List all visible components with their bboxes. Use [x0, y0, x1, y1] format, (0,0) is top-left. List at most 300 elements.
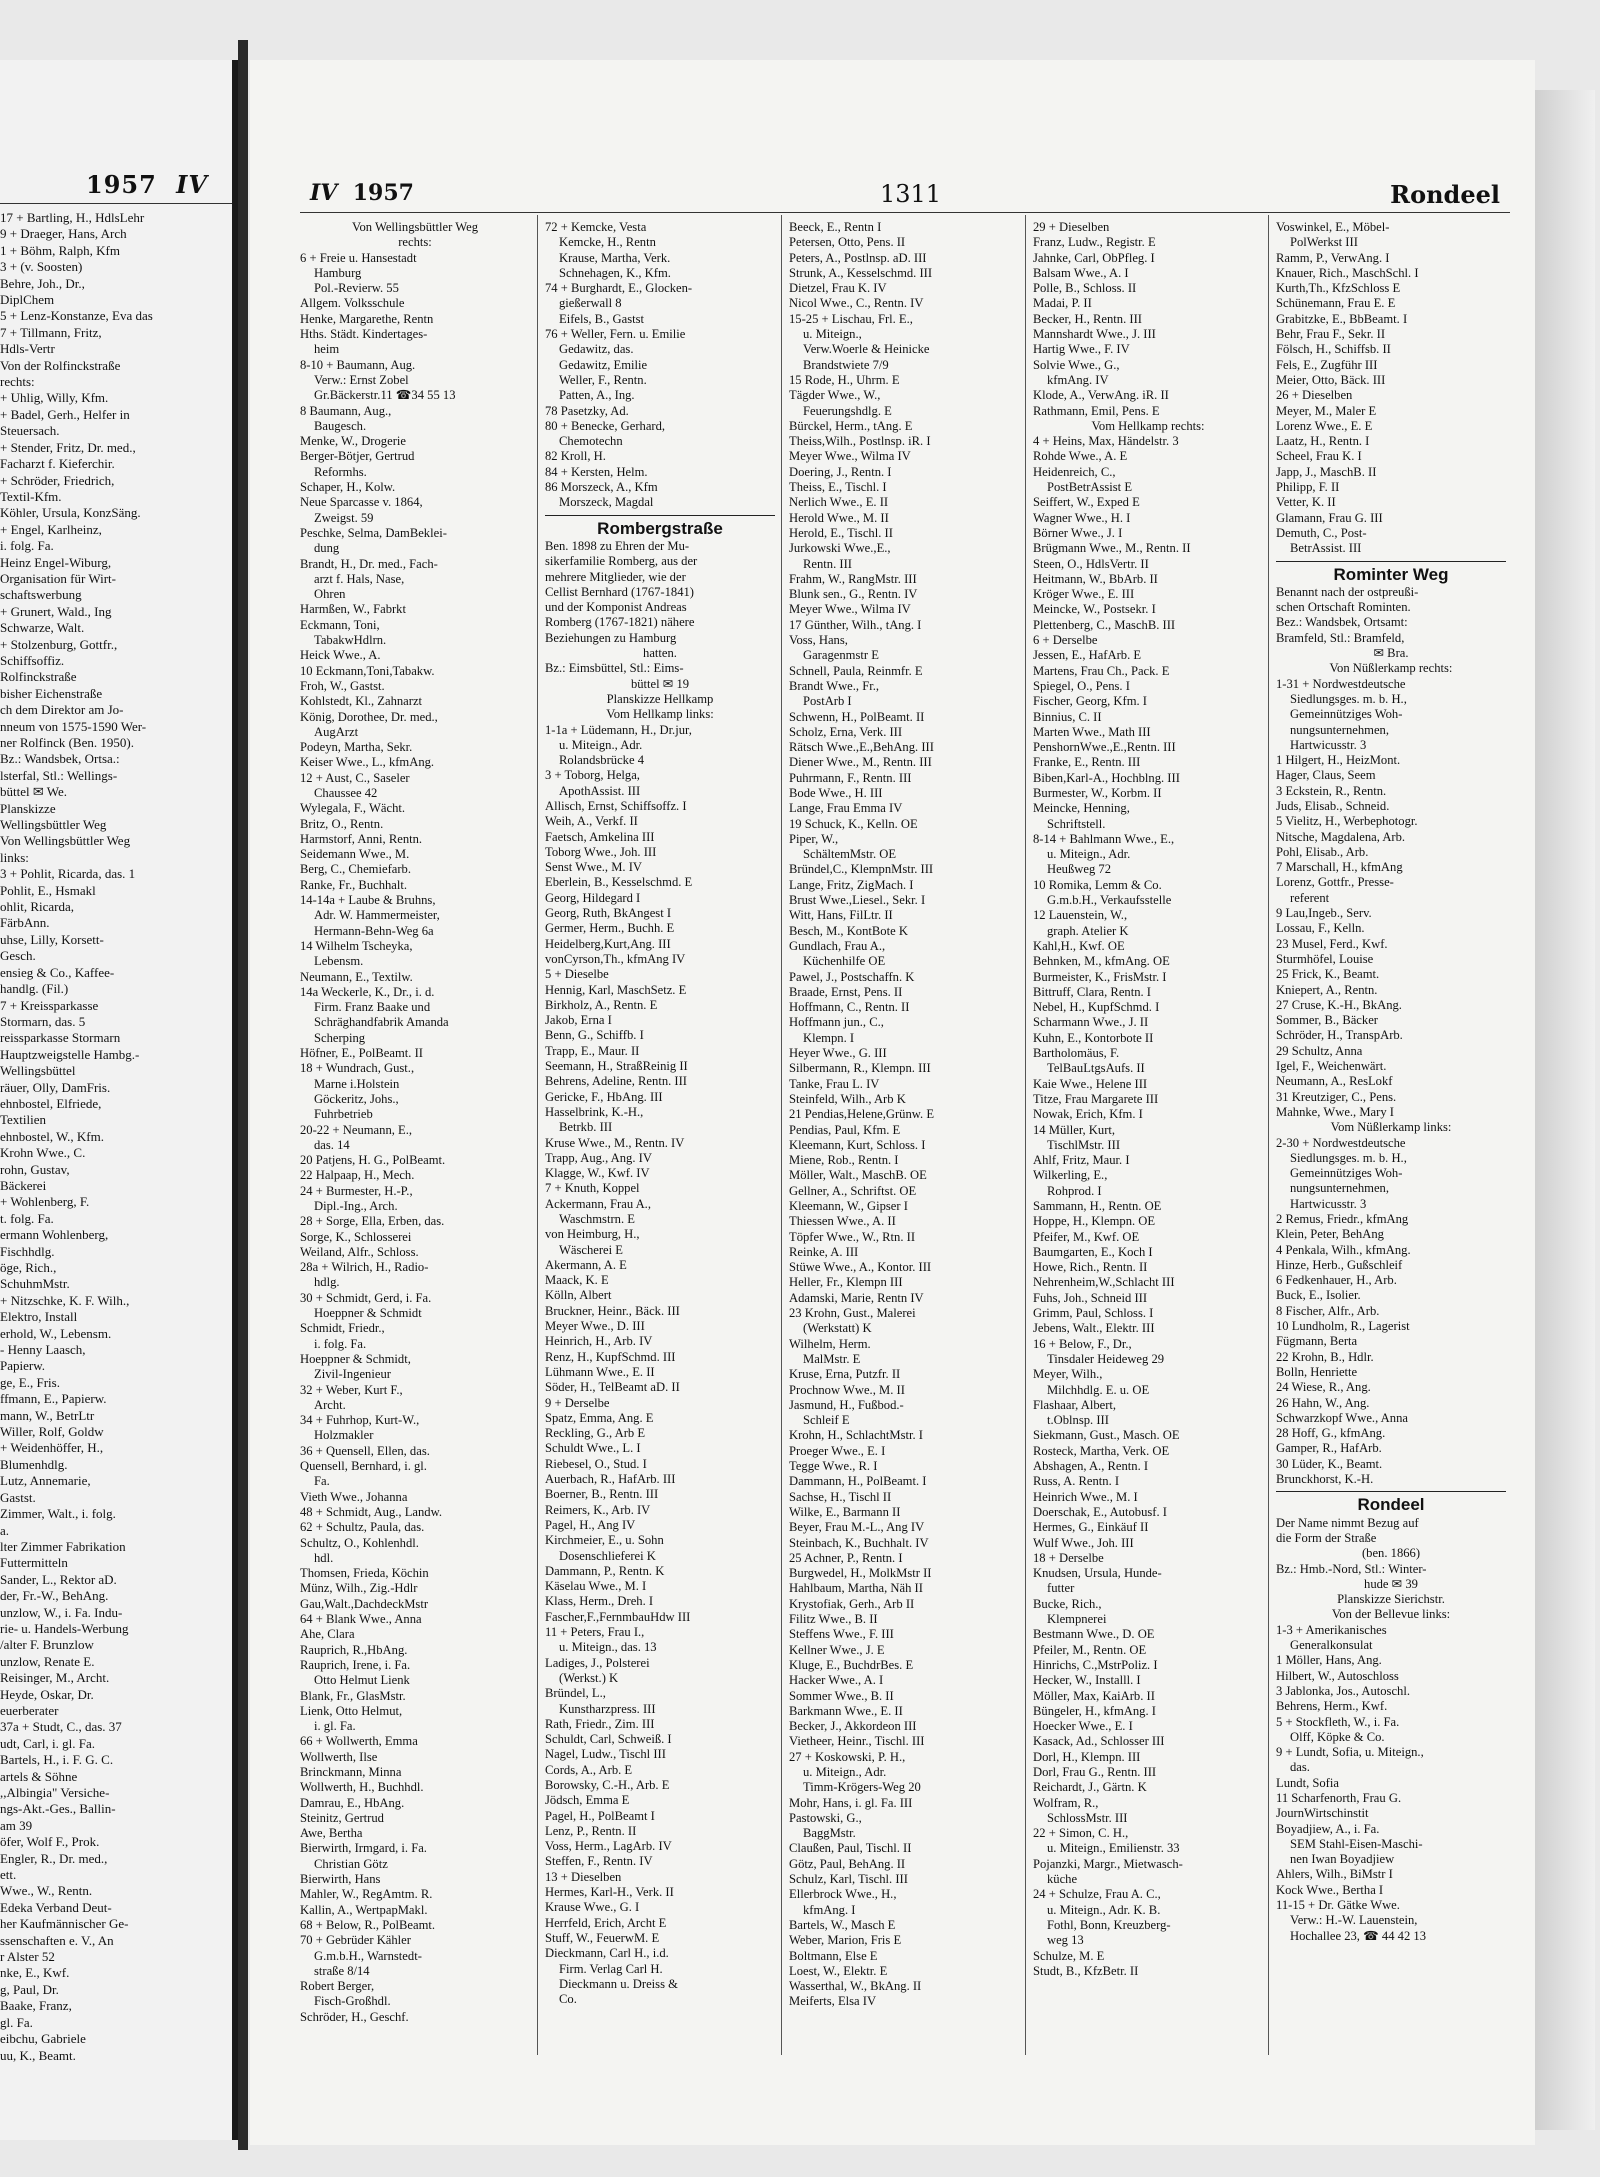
directory-entry: BaggMstr. — [803, 1826, 856, 1841]
left-page-line: Textilien — [0, 1112, 47, 1128]
directory-entry: Sommer Wwe., B. II — [789, 1688, 894, 1703]
directory-entry: 8-14 + Bahlmann Wwe., E., — [1033, 831, 1175, 846]
left-page-line: 37a + Studt, C., das. 37 — [0, 1719, 122, 1735]
left-page-line: Behre, Joh., Dr., — [0, 275, 85, 291]
directory-entry: Allgem. Volksschule — [300, 296, 405, 311]
left-header-year: 1957 — [86, 170, 157, 199]
directory-entry: Söder, H., TelBeamt aD. II — [545, 1380, 680, 1395]
left-page-line: + Engel, Karlheinz, — [0, 521, 102, 537]
directory-entry: Siedlungsges. m. b. H., — [1290, 691, 1407, 706]
directory-entry: Rohprod. I — [1047, 1183, 1102, 1198]
left-page-line: nneum von 1575-1590 Wer- — [0, 718, 147, 734]
directory-entry: Vom Nüßlerkamp links: — [1330, 1120, 1452, 1135]
directory-entry: Bartels, W., Masch E — [789, 1917, 896, 1932]
directory-entry: Peters, A., Postlnsp. aD. III — [789, 250, 927, 265]
directory-entry: Flashaar, Albert, — [1033, 1397, 1117, 1412]
directory-entry: Schröder, H., Geschf. — [300, 2009, 409, 2024]
left-page-line: ett. — [0, 1867, 17, 1883]
directory-entry: büttel ✉ 19 — [630, 676, 690, 691]
column-divider — [537, 215, 538, 2055]
directory-entry: Spiegel, O., Pens. I — [1033, 678, 1130, 693]
directory-entry: 2-30 + Nordwestdeutsche — [1276, 1135, 1406, 1150]
directory-entry: Dieckmann u. Dreiss & — [559, 1976, 678, 1991]
directory-entry: Bz.: Eimsbüttel, Stl.: Eims- — [545, 661, 684, 676]
directory-entry: Olff, Köpke & Co. — [1290, 1729, 1385, 1744]
directory-entry: Weller, F., Rentn. — [559, 372, 647, 387]
directory-entry: Hager, Claus, Seem — [1276, 768, 1376, 783]
directory-entry: Weih, A., Verkf. II — [545, 814, 638, 829]
directory-entry: Kluge, E., BuchdrBes. E — [789, 1657, 914, 1672]
left-page-line: schaftswerbung — [0, 587, 82, 603]
directory-entry: Krohn, H., SchlachtMstr. I — [789, 1428, 923, 1443]
directory-entry: Bucke, Rich., — [1033, 1596, 1102, 1611]
left-page-line: Baake, Franz, — [0, 1998, 72, 2014]
directory-entry: Rentn. III — [803, 556, 852, 571]
directory-entry: 82 Kroll, H. — [545, 449, 606, 464]
directory-entry: futter — [1047, 1581, 1075, 1596]
directory-entry: Heick Wwe., A. — [300, 648, 381, 663]
directory-entry: Küchenhilfe OE — [803, 954, 886, 969]
directory-entry: 1-31 + Nordwestdeutsche — [1276, 676, 1406, 691]
directory-entry: Betrkb. III — [559, 1120, 613, 1135]
directory-entry: 1 Möller, Hans, Ang. — [1276, 1653, 1382, 1668]
directory-entry: Biben,Karl-A., Hochblng. III — [1033, 770, 1180, 785]
directory-entry: Titze, Frau Margarete III — [1033, 1091, 1159, 1106]
left-page-line: + Weidenhöffer, H., — [0, 1440, 104, 1456]
left-page-line: Wellingsbüttel — [0, 1063, 76, 1079]
left-page-line: ner Rolfinck (Ben. 1950). — [0, 735, 134, 750]
directory-entry: G.m.b.H., Verkaufsstelle — [1047, 893, 1172, 908]
directory-entry: 24 + Schulze, Frau A. C., — [1033, 1887, 1161, 1902]
directory-entry: Juds, Elisab., Schneid. — [1276, 798, 1390, 813]
directory-entry: Kemcke, H., Rentn — [559, 235, 656, 250]
directory-entry: Dammann, P., Rentn. K — [545, 1563, 665, 1578]
directory-entry: Vom Hellkamp rechts: — [1091, 418, 1205, 433]
directory-entry: Gamper, R., HafArb. — [1276, 1441, 1382, 1456]
directory-entry: Scholz, Erna, Verk. III — [789, 724, 903, 739]
directory-entry: 5 + Stockfleth, W., i. Fa. — [1276, 1714, 1400, 1729]
column-divider — [1268, 215, 1269, 2055]
left-page-line: udt, Carl, i. gl. Fa. — [0, 1735, 95, 1751]
left-page-line: Rolfinckstraße — [0, 669, 77, 685]
directory-entry: referent — [1290, 890, 1330, 905]
directory-entry: 23 Krohn, Gust., Malerei — [789, 1306, 916, 1321]
directory-entry: Sammann, H., Rentn. OE — [1033, 1199, 1162, 1213]
directory-entry: Adamski, Marie, Rentn IV — [789, 1290, 924, 1305]
directory-entry: gießerwall 8 — [559, 296, 622, 311]
directory-entry: BetrAssist. III — [1290, 541, 1362, 556]
directory-entry: Heinrich Wwe., M. I — [1033, 1489, 1138, 1504]
directory-entry: heim — [314, 342, 340, 357]
directory-entry: Rath, Friedr., Zim. III — [545, 1716, 655, 1731]
directory-entry: Lorenz Wwe., E. E — [1276, 418, 1373, 433]
directory-entry: Schriftstell. — [1047, 816, 1106, 831]
directory-entry: Plettenberg, C., MaschB. III — [1033, 617, 1176, 632]
left-page-line: Facharzt f. Kieferchir. — [0, 456, 115, 472]
directory-entry: Frahm, W., RangMstr. III — [789, 571, 917, 586]
directory-entry: Jebens, Walt., Elektr. III — [1033, 1321, 1155, 1336]
directory-entry: u. Miteign., Adr. — [559, 737, 643, 752]
left-page-line: mann, W., BetrLtr — [0, 1407, 95, 1423]
directory-entry: Schnell, Paula, Reinmfr. E — [789, 663, 923, 678]
directory-entry: Schnehagen, K., Kfm. — [559, 265, 671, 280]
directory-entry: Gau,Walt.,DachdeckMstr — [300, 1596, 429, 1611]
directory-entry: Froh, W., Gastst. — [300, 678, 385, 693]
left-page-line: ch dem Direktor am Jo- — [0, 702, 124, 718]
directory-entry: Blank, Fr., GlasMstr. — [300, 1688, 406, 1703]
directory-entry: (Werkstatt) K — [803, 1321, 872, 1336]
directory-entry: Mohr, Hans, i. gl. Fa. III — [789, 1795, 913, 1810]
directory-entry: dung — [314, 541, 340, 556]
directory-entry: 22 Krohn, B., Hdlr. — [1276, 1349, 1374, 1364]
directory-entry: 25 Frick, K., Beamt. — [1276, 967, 1380, 982]
directory-entry: TabakwHdlrn. — [314, 633, 387, 648]
directory-entry: Steinbach, K., Buchhalt. IV — [789, 1535, 929, 1550]
directory-entry: SEM Stahl-Eisen-Maschi- — [1290, 1836, 1423, 1851]
directory-entry: Wylegala, F., Wächt. — [300, 801, 406, 816]
left-page-line: Futtermitteln — [0, 1555, 68, 1571]
directory-entry: Schuldt Wwe., L. I — [545, 1441, 641, 1456]
left-page-line: DiplChem — [0, 292, 55, 308]
directory-entry: Voss, Herm., LagArb. IV — [545, 1839, 672, 1854]
directory-entry: 12 + Aust, C., Saseler — [300, 770, 410, 785]
directory-entry: 1 Hilgert, H., HeizMont. — [1276, 753, 1401, 768]
directory-entry: 10 Romika, Lemm & Co. — [1033, 877, 1162, 892]
left-header-vol: IV — [176, 170, 209, 199]
directory-entry: Feuerungshdlg. E — [803, 403, 892, 418]
page-number: 1311 — [880, 180, 942, 208]
directory-entry: Patten, A., Ing. — [559, 388, 635, 403]
directory-entry: Meyer Wwe., D. III — [545, 1319, 645, 1334]
directory-entry: Meyer Wwe., Wilma IV — [789, 449, 911, 464]
directory-entry: 27 + Koskowski, P. H., — [789, 1749, 906, 1764]
left-page-line: lsterfal, Stl.: Wellings- — [0, 767, 118, 783]
directory-entry: Tägder Wwe., W., — [789, 388, 881, 403]
directory-entry: 10 Lundholm, R., Lagerist — [1276, 1319, 1410, 1334]
directory-entry: 3 Eckstein, R., Rentn. — [1276, 783, 1387, 798]
directory-entry: sikerfamilie Romberg, aus der — [545, 554, 698, 569]
directory-entry: Generalkonsulat — [1290, 1638, 1373, 1653]
directory-entry: Gemeinnütziges Woh- — [1290, 707, 1403, 722]
directory-entry: Polle, B., Schloss. II — [1033, 281, 1137, 296]
directory-entry: 10 Eckmann,Toni,Tabakw. — [300, 663, 435, 678]
directory-entry: SchältemMstr. OE — [803, 847, 897, 862]
directory-entry: Pohl, Elisab., Arb. — [1276, 844, 1369, 859]
directory-entry: Nehrenheim,W.,Schlacht III — [1033, 1275, 1175, 1290]
left-page-line: unzlow, Renate E. — [0, 1653, 95, 1669]
directory-entry: Krause, Martha, Verk. — [559, 250, 671, 265]
directory-entry: Planskizze Sierichstr. — [1337, 1592, 1445, 1607]
left-page-line: her Kaufmännischer Ge- — [0, 1916, 129, 1932]
directory-column-3 — [789, 220, 1019, 2010]
left-page-line: Bz.: Wandsbek, Ortsa.: — [0, 751, 120, 767]
directory-entry: Hoffmann jun., C., — [789, 1015, 884, 1030]
directory-entry: Heyer Wwe., G. III — [789, 1046, 887, 1061]
left-page-column — [0, 210, 230, 2064]
directory-entry: 5 Vielitz, H., Werbephotogr. — [1276, 814, 1418, 829]
left-page-line: + Badel, Gerh., Helfer in — [0, 406, 130, 422]
directory-entry: 15-25 + Lischau, Frl. E., — [789, 311, 913, 326]
directory-entry: 3 + Toborg, Helga, — [545, 768, 640, 783]
directory-entry: 20 Patjens, H. G., PolBeamt. — [300, 1153, 446, 1168]
directory-entry: Seiffert, W., Exped E — [1033, 495, 1140, 510]
directory-entry: Stüwe Wwe., A., Kontor. III — [789, 1260, 932, 1275]
directory-entry: mehrere Mitglieder, wie der — [545, 569, 686, 584]
directory-entry: Trapp, Aug., Ang. IV — [545, 1150, 652, 1165]
left-page-line: uhse, Lilly, Korsett- — [0, 931, 104, 947]
directory-entry: Hecker, W., Installl. I — [1033, 1673, 1141, 1688]
directory-entry: Scharmann Wwe., J. II — [1033, 1015, 1149, 1030]
directory-entry: Voswinkel, E., Möbel- — [1276, 220, 1390, 234]
directory-entry: 64 + Blank Wwe., Anna — [300, 1612, 422, 1627]
directory-entry: das. 14 — [314, 1137, 350, 1152]
directory-entry: 84 + Kersten, Helm. — [545, 464, 648, 479]
left-page-line: Heinz Engel-Wiburg, — [0, 554, 112, 570]
directory-entry: Marten Wwe., Math III — [1033, 724, 1151, 739]
directory-entry: Auerbach, R., HafArb. III — [545, 1472, 676, 1487]
directory-entry: Baugesch. — [314, 418, 367, 433]
directory-entry: Harmßen, W., Fabrkt — [300, 602, 406, 617]
directory-entry: Meier, Otto, Bäck. III — [1276, 372, 1386, 387]
directory-entry: Schultz, O., Kohlenhdl. — [300, 1535, 419, 1550]
left-page-line: unzlow, W., i. Fa. Indu- — [0, 1604, 123, 1620]
left-page-line: Steuersach. — [0, 423, 60, 439]
directory-entry: Pagel, H., PolBeamt I — [545, 1808, 655, 1823]
directory-entry: kfmAng. I — [803, 1902, 856, 1917]
directory-entry: 9 + Lundt, Sofia, u. Miteign., — [1276, 1745, 1424, 1760]
directory-entry: Herold, E., Tischl. II — [789, 525, 893, 540]
directory-entry: i. gl. Fa. — [314, 1719, 356, 1734]
directory-entry: Eckmann, Toni, — [300, 617, 380, 632]
directory-entry: Dorl, H., Klempn. III — [1033, 1749, 1141, 1764]
directory-entry: Laatz, H., Rentn. I — [1276, 434, 1370, 449]
left-page-line: 5 + Lenz-Konstanze, Eva das — [0, 308, 153, 324]
directory-entry: Beyer, Frau M.-L., Ang IV — [789, 1520, 925, 1535]
directory-entry: Trapp, E., Maur. II — [545, 1043, 640, 1058]
directory-entry: Schulze, M. E — [1033, 1948, 1105, 1963]
directory-entry: Nicol Wwe., C., Rentn. IV — [789, 296, 924, 311]
directory-entry: Fothl, Bonn, Kreuzberg- — [1047, 1917, 1171, 1932]
left-page-line: Stormarn, das. 5 — [0, 1013, 86, 1029]
directory-entry: 17 Günther, Wilh., tAng. I — [789, 617, 922, 632]
left-page-line: ermann Wohlenberg, — [0, 1227, 109, 1243]
directory-entry: Hartig Wwe., F. IV — [1033, 342, 1130, 357]
directory-entry: Bz.: Hmb.-Nord, Stl.: Winter- — [1276, 1561, 1427, 1576]
directory-entry: Steen, O., HdlsVertr. II — [1033, 556, 1149, 571]
directory-entry: Ahlers, Wilh., BiMstr I — [1276, 1867, 1393, 1882]
left-page-line: euerberater — [0, 1702, 59, 1718]
directory-entry: Hoeppner & Schmidt — [314, 1306, 422, 1321]
directory-entry: Steffen, F., Rentn. IV — [545, 1854, 653, 1869]
directory-entry: Schulz, Karl, Tischl. III — [789, 1872, 908, 1887]
directory-entry: TelBauLtgsAufs. II — [1047, 1061, 1145, 1076]
directory-entry: Georg, Hildegard I — [545, 890, 641, 905]
directory-entry: das. — [1290, 1760, 1310, 1775]
directory-entry: 62 + Schultz, Paula, das. — [300, 1520, 425, 1535]
directory-entry: Thiessen Wwe., A. II — [789, 1214, 896, 1229]
left-page-line: Elektro, Install — [0, 1309, 78, 1325]
directory-entry: Schröder, H., TranspArb. — [1276, 1028, 1403, 1043]
directory-entry: Stuff, W., FeuerwM. E — [545, 1930, 660, 1945]
directory-entry: Lienk, Otto Helmut, — [300, 1703, 403, 1718]
left-page-line: ehnbostel, W., Kfm. — [0, 1128, 104, 1144]
directory-entry: Ackermann, Frau A., — [545, 1196, 651, 1211]
directory-entry: 8-10 + Baumann, Aug. — [300, 357, 416, 372]
directory-entry: Reformhs. — [314, 464, 367, 479]
directory-entry: Heinrich, H., Arb. IV — [545, 1334, 653, 1349]
directory-entry: 4 Penkala, Wilh., kfmAng. — [1276, 1242, 1411, 1257]
directory-entry: 26 Hahn, W., Ang. — [1276, 1395, 1370, 1410]
directory-entry: Bode Wwe., H. III — [789, 785, 883, 800]
directory-entry: Weiland, Alfr., Schloss. — [300, 1244, 419, 1259]
left-page-line: Heyde, Oskar, Dr. — [0, 1686, 94, 1702]
directory-entry: 66 + Wollwerth, Emma — [300, 1734, 418, 1749]
directory-entry: Heidenreich, C., — [1033, 464, 1116, 479]
left-page-line: ge, E., Fris. — [0, 1374, 60, 1390]
directory-entry: Grabitzke, E., BbBeamt. I — [1276, 311, 1408, 326]
directory-entry: Thomsen, Frieda, Köchin — [300, 1566, 429, 1581]
directory-entry: Igel, F., Weichenwärt. — [1276, 1059, 1387, 1074]
left-page-line: Von der Rolfinckstraße — [0, 357, 121, 373]
left-page-line: Blumenhdlg. — [0, 1456, 68, 1472]
directory-entry: Lenz, P., Rentn. II — [545, 1823, 637, 1838]
directory-entry: Zweigst. 59 — [314, 510, 374, 525]
left-page-line: 3 + Pohlit, Ricarda, das. 1 — [0, 866, 136, 882]
directory-entry: Firm. Franz Baake und — [314, 1000, 431, 1015]
directory-entry: Firm. Verlag Carl H. — [559, 1961, 663, 1976]
directory-entry: Ahe, Clara — [300, 1627, 355, 1642]
directory-entry: 31 Kreutziger, C., Pens. — [1276, 1089, 1397, 1104]
left-page-line: Papierw. — [0, 1358, 46, 1374]
directory-entry: Büngeler, H., kfmAng. I — [1033, 1703, 1156, 1718]
directory-entry: Adr. W. Hammermeister, — [314, 908, 440, 923]
directory-entry: Reimers, K., Arb. IV — [545, 1502, 651, 1517]
directory-entry: Bürckel, Herm., tAng. E — [789, 418, 913, 433]
directory-entry: Klempn. I — [803, 1030, 855, 1045]
directory-entry: Morszeck, Magdal — [559, 495, 654, 510]
directory-entry: Eberlein, B., Kesselschmd. E — [545, 875, 693, 890]
directory-entry: Wolfram, R., — [1033, 1795, 1099, 1810]
directory-entry: nungsunternehmen, — [1290, 722, 1389, 737]
directory-entry: PostBetrAssist E — [1047, 480, 1133, 495]
directory-entry: Harmstorf, Anni, Rentn. — [300, 831, 423, 846]
directory-entry: Birkholz, A., Rentn. E — [545, 997, 658, 1012]
left-page-line: uu, K., Beamt. — [0, 2047, 76, 2063]
left-page-line: + Uhlig, Willy, Kfm. — [0, 390, 109, 406]
directory-entry: Verw.: H.-W. Lauenstein, — [1290, 1913, 1418, 1928]
directory-entry: Rohde Wwe., A. E — [1033, 449, 1128, 464]
directory-entry: hdlg. — [314, 1275, 340, 1290]
directory-entry: Tegge Wwe., R. I — [789, 1459, 878, 1474]
directory-entry: (Werkst.) K — [559, 1670, 619, 1685]
directory-entry: Pagel, H., Ang IV — [545, 1517, 636, 1532]
directory-entry: Meincke, W., Postsekr. I — [1033, 602, 1156, 617]
directory-entry: Hinze, Herb., Gußschleif — [1276, 1257, 1403, 1272]
directory-entry: kfmAng. IV — [1047, 372, 1109, 387]
left-page-line: öfer, Wolf F., Prok. — [0, 1834, 100, 1850]
directory-entry: Lebensm. — [314, 954, 364, 969]
directory-entry: Borowsky, C.-H., Arb. E — [545, 1777, 670, 1792]
directory-entry: Kröger Wwe., E. III — [1033, 587, 1135, 602]
directory-entry: 2 Remus, Friedr., kfmAng — [1276, 1212, 1409, 1226]
directory-entry: 11 + Peters, Frau I., — [545, 1625, 645, 1640]
directory-entry: Höfner, E., PolBeamt. II — [300, 1046, 423, 1061]
directory-entry: Wilke, E., Barmann II — [789, 1504, 901, 1519]
directory-entry: Diener Wwe., M., Rentn. III — [789, 755, 932, 770]
left-page-line: Gesch. — [0, 948, 36, 964]
directory-entry: Kasack, Ad., Schlosser III — [1033, 1734, 1165, 1749]
left-page-line: Hauptzweigstelle Hambg.- — [0, 1046, 140, 1062]
directory-entry: Fa. — [314, 1474, 330, 1489]
directory-entry: 28 + Sorge, Ella, Erben, das. — [300, 1214, 445, 1229]
directory-entry: Howe, Rich., Rentn. II — [1033, 1260, 1148, 1275]
directory-entry: Von Nüßlerkamp rechts: — [1329, 661, 1453, 676]
directory-entry: 12 Lauenstein, W., — [1033, 908, 1128, 923]
directory-entry: Petersen, Otto, Pens. II — [789, 235, 906, 250]
directory-entry: Lange, Fritz, ZigMach. I — [789, 877, 914, 892]
directory-entry: Buck, E., Isolier. — [1276, 1288, 1361, 1303]
directory-entry: Heidelberg,Kurt,Ang. III — [545, 936, 671, 951]
directory-entry: Boyadjiew, A., i. Fa. — [1276, 1821, 1380, 1836]
directory-entry: 24 Wiese, R., Ang. — [1276, 1380, 1371, 1395]
left-page-line: ngs-Akt.-Ges., Ballin- — [0, 1801, 116, 1817]
directory-entry: Ramm, P., VerwAng. I — [1276, 250, 1390, 265]
directory-entry: 11-15 + Dr. Gätke Wwe. — [1276, 1898, 1400, 1913]
directory-entry: Marne i.Holstein — [314, 1076, 400, 1091]
directory-entry: 86 Morszeck, A., Kfm — [545, 480, 658, 495]
column-divider — [1025, 215, 1026, 2055]
directory-entry: 5 + Dieselbe — [545, 967, 609, 982]
directory-entry: Barkmann Wwe., E. II — [789, 1703, 903, 1718]
directory-entry: Ahlf, Fritz, Maur. I — [1033, 1153, 1130, 1168]
directory-entry: TischlMstr. III — [1047, 1137, 1121, 1152]
directory-entry: König, Dorothee, Dr. med., — [300, 709, 438, 724]
directory-entry: Eifels, B., Gastst — [559, 311, 645, 326]
directory-entry: Boltmann, Else E — [789, 1948, 878, 1963]
directory-entry: Boerner, B., Rentn. III — [545, 1487, 659, 1502]
directory-entry: straße 8/14 — [314, 1963, 370, 1978]
directory-entry: Grimm, Paul, Schloss. I — [1033, 1306, 1154, 1321]
directory-entry: Jasmund, H., Fußbod.- — [789, 1397, 904, 1412]
directory-entry: Steinitz, Gertrud — [300, 1810, 384, 1825]
directory-entry: JournWirtschinstit — [1276, 1806, 1369, 1821]
left-page-line: + Stender, Fritz, Dr. med., — [0, 439, 136, 455]
directory-entry: Holzmakler — [314, 1428, 374, 1443]
directory-entry: Studt, B., KfzBetr. II — [1033, 1963, 1139, 1978]
header-street: Rondeel — [1390, 180, 1500, 209]
left-page-line: 7 + Tillmann, Fritz, — [0, 324, 102, 340]
directory-entry: Strunk, A., Kesselschmd. III — [789, 265, 933, 280]
directory-entry: Dosenschlieferei K — [559, 1548, 656, 1563]
left-page-line: Von Wellingsbüttler Weg — [0, 833, 131, 849]
directory-entry: Mahler, W., RegAmtm. R. — [300, 1887, 433, 1902]
left-page-line: rohn, Gustav, — [0, 1161, 70, 1177]
directory-entry: Baumgarten, E., Koch I — [1033, 1244, 1153, 1259]
left-page-line: Bäckerei — [0, 1177, 47, 1193]
directory-entry: Jakob, Erna I — [545, 1013, 612, 1028]
directory-entry: Sachse, H., Tischl II — [789, 1489, 892, 1504]
left-page-line: eibchu, Gabriele — [0, 2031, 86, 2047]
directory-entry: Hilbert, W., Autoschloss — [1276, 1668, 1399, 1683]
left-page-line: Engler, R., Dr. med., — [0, 1850, 108, 1866]
directory-entry: Faetsch, Amkelina III — [545, 829, 655, 844]
left-page-line: g, Paul, Dr. — [0, 1981, 59, 1997]
directory-entry: 18 + Wundrach, Gust., — [300, 1061, 415, 1076]
street-heading: Rombergstraße — [545, 515, 775, 539]
left-page-line: Willer, Rolf, Goldw — [0, 1424, 104, 1440]
directory-entry: 13 + Dieselben — [545, 1869, 622, 1884]
directory-entry: 24 + Burmester, H.-P., — [300, 1183, 413, 1198]
